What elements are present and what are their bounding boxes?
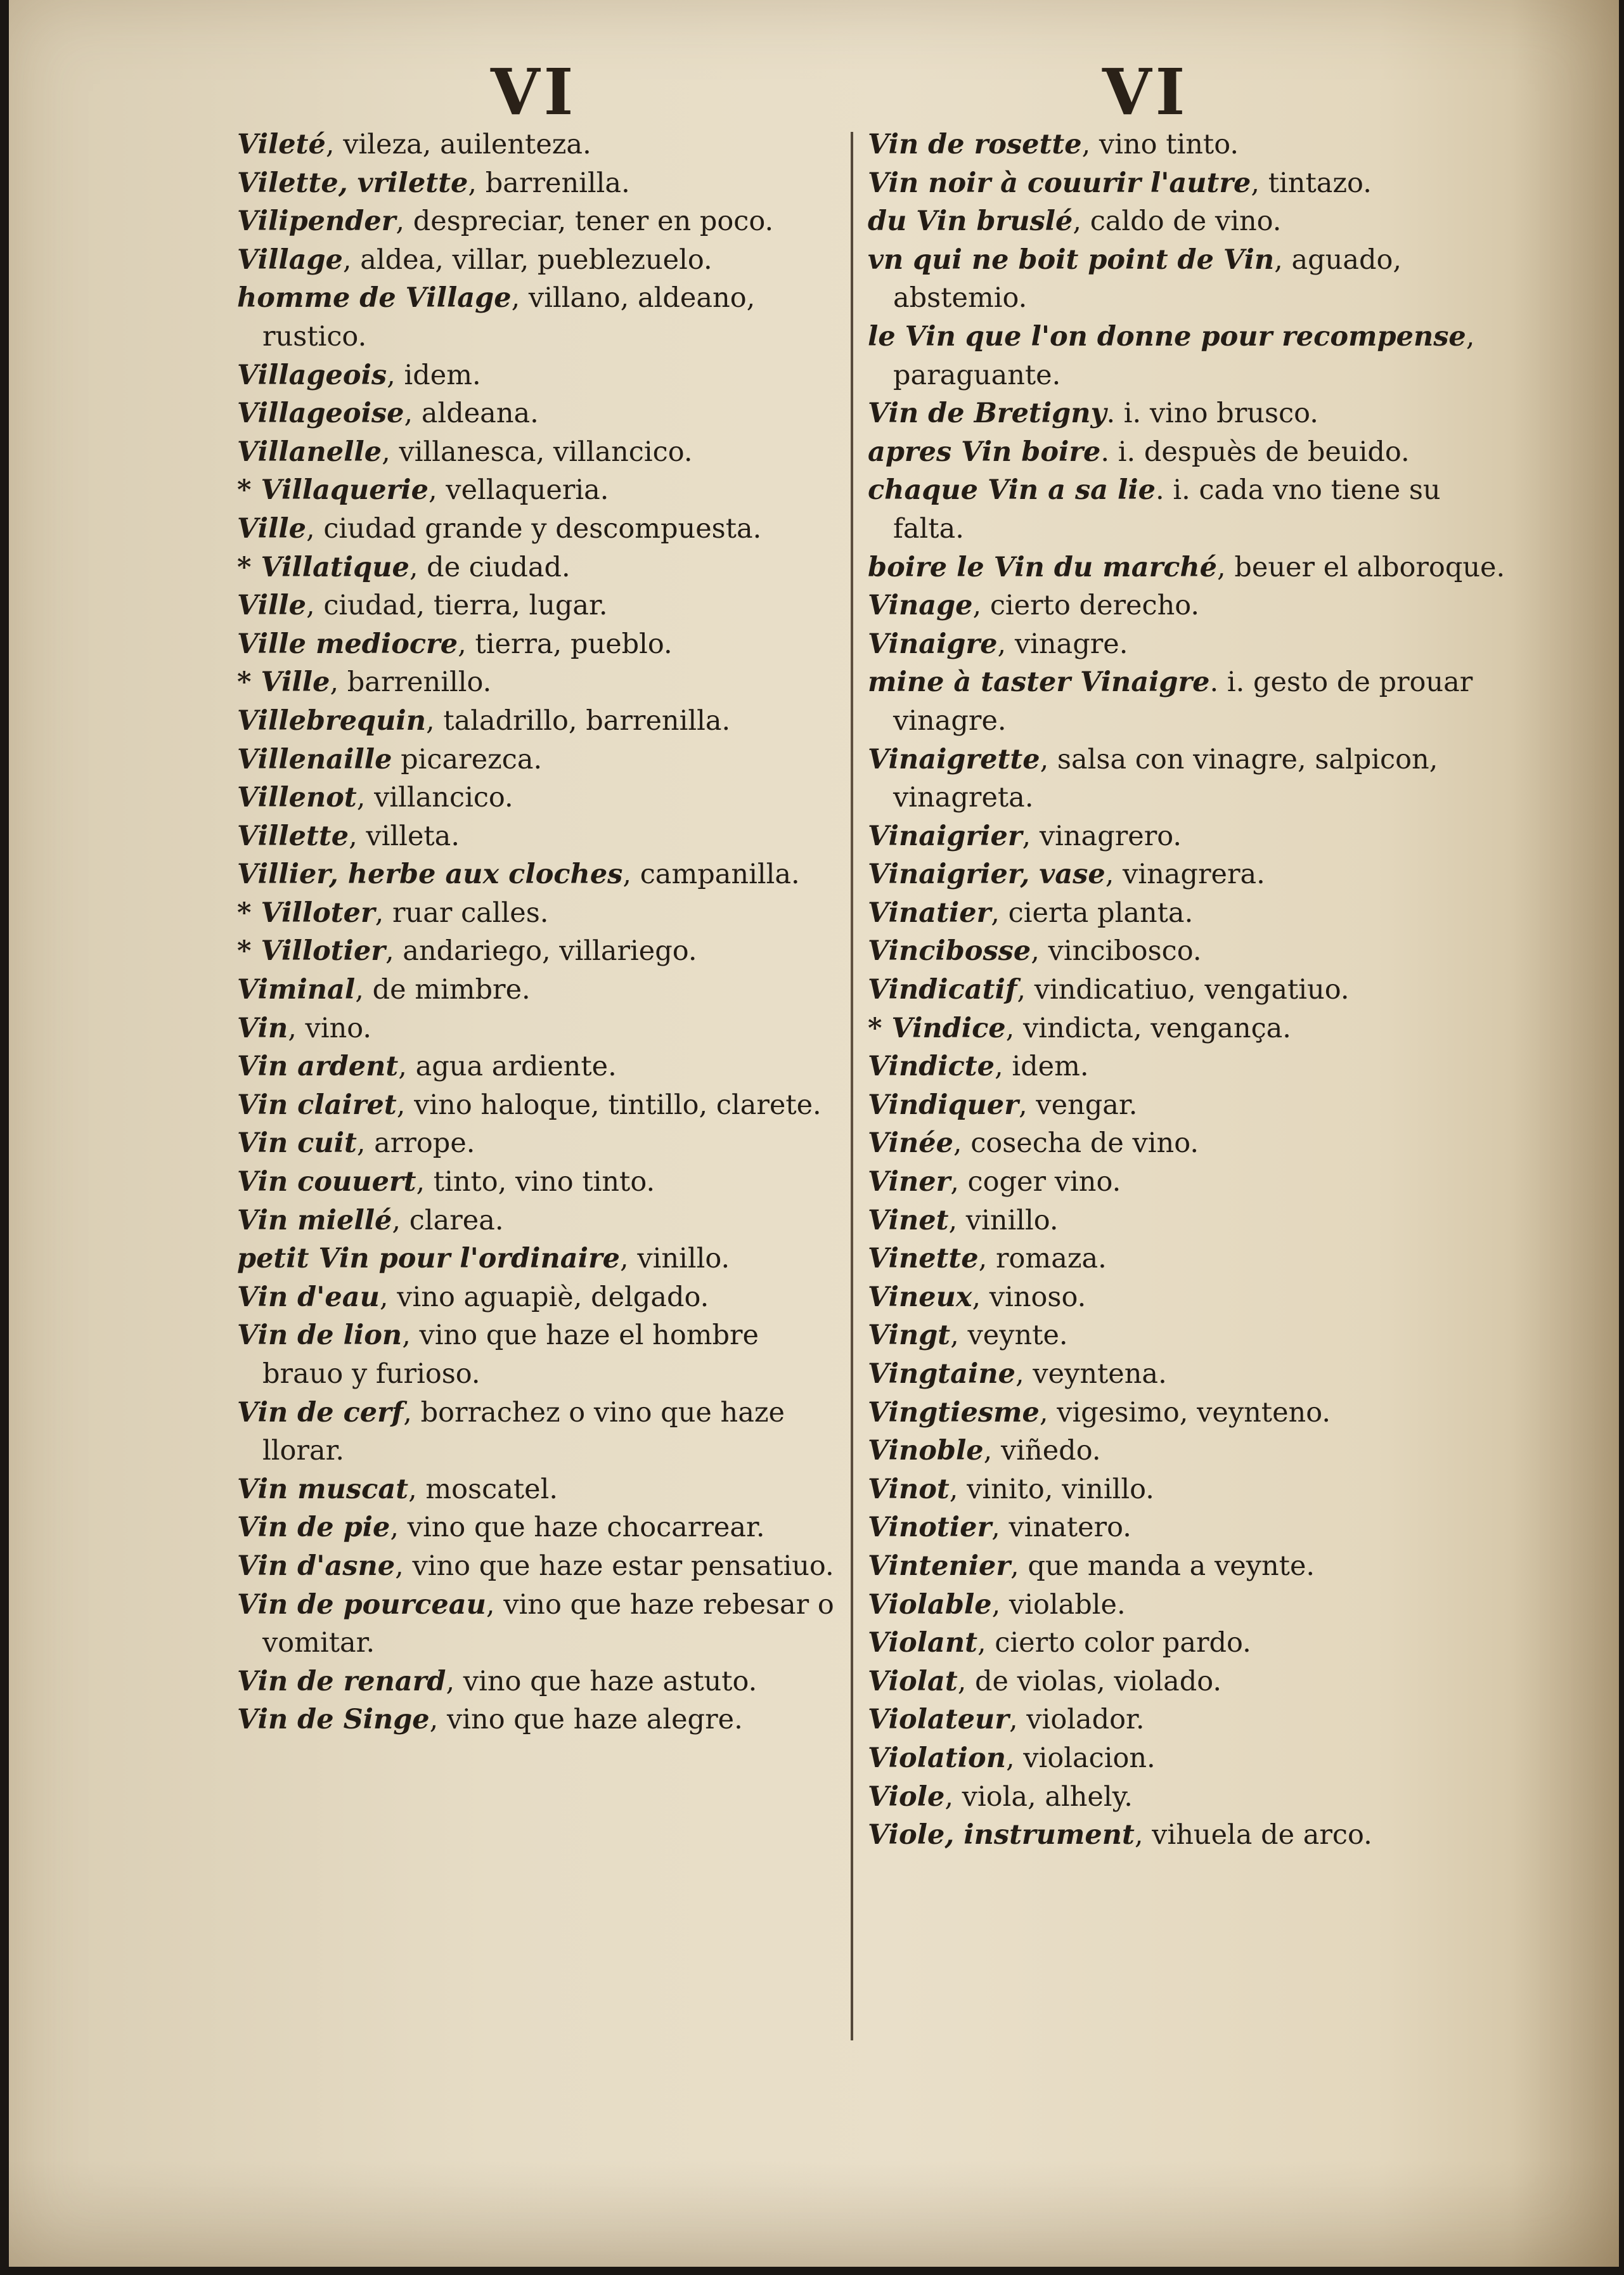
entry-gloss: , vino que haze rebesar o vomitar. [262, 1588, 834, 1659]
entry-gloss: , veyntena. [1015, 1358, 1167, 1390]
dictionary-entry [868, 971, 1508, 1009]
entry-headword: Vinette [868, 1243, 979, 1275]
dictionary-entry [237, 625, 846, 664]
entry-headword: Vinet [868, 1204, 949, 1236]
entry-headword: Vin de pourceau [237, 1588, 486, 1621]
entry-gloss: . i. cada vno tiene su falta. [893, 474, 1441, 545]
column-divider [851, 132, 853, 2040]
dictionary-entry [237, 1701, 846, 1739]
dictionary-entry [868, 1739, 1508, 1778]
entry-headword: Vin cuit [237, 1127, 357, 1160]
entry-headword: boire le Vin du marché [868, 551, 1218, 583]
entry-headword: homme de Village [237, 282, 512, 314]
entry-gloss: , vileza, auilenteza. [325, 129, 591, 160]
entry-gloss: , que manda a veynte. [1010, 1550, 1315, 1582]
entry-gloss: , vinoso. [972, 1281, 1086, 1313]
dictionary-entry [237, 202, 846, 241]
entry-gloss: , vihuela de arco. [1134, 1819, 1372, 1851]
dictionary-entry [237, 1124, 846, 1163]
entry-gloss: , idem. [387, 359, 481, 391]
entry-headword: * Villaquerie [237, 474, 429, 507]
dictionary-entry [237, 932, 846, 971]
entry-headword: Vin d'asne [237, 1550, 396, 1582]
entry-headword: * Vindice [868, 1012, 1006, 1044]
dictionary-entry [237, 1662, 846, 1701]
dictionary-entry [237, 1202, 846, 1240]
entry-gloss: , cosecha de vino. [953, 1127, 1199, 1160]
dictionary-entry [868, 548, 1508, 587]
dictionary-entry [237, 702, 846, 741]
entry-gloss: , tintazo. [1251, 167, 1372, 199]
entry-gloss: , vino tinto. [1081, 129, 1239, 160]
entry-gloss: , villancico. [356, 782, 513, 814]
dictionary-entry [868, 164, 1508, 203]
dictionary-entry [237, 1316, 846, 1393]
dictionary-entry [868, 1394, 1508, 1432]
page-edge-shadow [1511, 0, 1619, 2267]
entry-gloss: , barrenillo. [330, 666, 492, 699]
dictionary-entry [868, 817, 1508, 856]
entry-gloss: , borrachez o vino que haze llorar. [262, 1396, 785, 1467]
entry-headword: Villageois [237, 359, 387, 391]
entry-headword: Vin couuert [237, 1166, 416, 1198]
entry-gloss: , clarea. [392, 1204, 504, 1236]
entry-headword: * Villatique [237, 551, 409, 583]
entry-headword: petit Vin pour l'ordinaire [237, 1243, 620, 1275]
entry-headword: * Ville [237, 666, 330, 699]
left-column [237, 126, 846, 1739]
entry-gloss: , beuer el alboroque. [1217, 551, 1505, 583]
dictionary-entry [868, 1009, 1508, 1048]
entry-headword: Violateur [868, 1704, 1009, 1736]
dictionary-entry [237, 1047, 846, 1086]
entry-headword: Vinaigre [868, 628, 998, 660]
entry-gloss: , aldea, villar, pueblezuelo. [342, 243, 712, 276]
entry-headword: Vin d'eau [237, 1281, 380, 1313]
dictionary-entry [237, 471, 846, 510]
book-page [9, 0, 1619, 2267]
dictionary-entry [237, 1240, 846, 1278]
entry-headword: Village [237, 243, 343, 276]
entry-gloss: , aguado, abstemio. [893, 243, 1402, 314]
entry-headword: Vin de Singe [237, 1704, 430, 1736]
entry-headword: Vineux [868, 1281, 972, 1313]
entry-gloss: , cierta planta. [991, 897, 1194, 929]
dictionary-entry [237, 779, 846, 817]
dictionary-entry [868, 1316, 1508, 1355]
entry-headword: Villette [237, 820, 349, 852]
entry-gloss: , vengar. [1018, 1089, 1138, 1121]
entry-headword: Vinage [868, 590, 973, 622]
entry-gloss: , vinatero. [991, 1512, 1131, 1544]
dictionary-entry [868, 471, 1508, 548]
entry-gloss: , barrenilla. [468, 167, 630, 199]
entry-headword: Vilipender [237, 205, 396, 238]
entry-headword: Vin de cerf [237, 1396, 404, 1429]
dictionary-entry [237, 1086, 846, 1125]
entry-headword: Ville mediocre [237, 628, 458, 660]
entry-gloss: , romaza. [978, 1243, 1107, 1275]
dictionary-entry [868, 126, 1508, 164]
dictionary-entry [868, 1047, 1508, 1086]
entry-headword: chaque Vin a sa lie [868, 474, 1156, 507]
entry-gloss: , agua ardiente. [398, 1051, 617, 1083]
entry-headword: Ville [237, 512, 306, 545]
entry-gloss: , vino. [288, 1012, 372, 1044]
entry-gloss: . i. despuès de beuido. [1100, 436, 1410, 468]
entry-gloss: , ciudad, tierra, lugar. [306, 590, 608, 622]
dictionary-entry [868, 1624, 1508, 1662]
entry-gloss: , de ciudad. [409, 551, 570, 583]
entry-headword: Villier, herbe aux cloches [237, 859, 623, 891]
entry-headword: Vindicatif [868, 974, 1017, 1006]
entry-gloss: , vino que haze alegre. [429, 1704, 743, 1736]
entry-headword: Viner [868, 1166, 951, 1198]
dictionary-entry [868, 855, 1508, 894]
dictionary-entry [237, 894, 846, 933]
entry-headword: Vingt [868, 1319, 951, 1352]
entry-headword: Villenot [237, 782, 357, 814]
entry-gloss: , paraguante. [893, 320, 1475, 391]
dictionary-entry [868, 932, 1508, 971]
entry-gloss: , ciudad grande y descompuesta. [306, 512, 762, 545]
dictionary-entry [868, 625, 1508, 664]
dictionary-entry [237, 587, 846, 625]
dictionary-entry [237, 1278, 846, 1317]
entry-headword: Villebrequin [237, 704, 426, 737]
dictionary-entry [237, 356, 846, 395]
entry-headword: Violat [868, 1665, 958, 1697]
entry-headword: Vintenier [868, 1550, 1011, 1582]
dictionary-entry [237, 1470, 846, 1509]
dictionary-entry [868, 587, 1508, 625]
entry-headword: Vinaigrette [868, 743, 1040, 775]
entry-headword: le Vin que l'on donne pour recompense [868, 320, 1466, 353]
dictionary-entry [868, 1355, 1508, 1394]
entry-gloss: , tinto, vino tinto. [416, 1166, 655, 1198]
entry-headword: Vinotier [868, 1512, 992, 1544]
dictionary-entry [868, 663, 1508, 740]
entry-gloss: , cierto derecho. [972, 590, 1200, 622]
entry-headword: mine à taster Vinaigre [868, 666, 1210, 699]
entry-gloss: , vino que haze astuto. [446, 1665, 757, 1697]
entry-gloss: , idem. [995, 1051, 1089, 1083]
right-column [868, 126, 1508, 1855]
entry-headword: * Villoter [237, 897, 375, 929]
entry-gloss: , moscatel. [408, 1473, 558, 1505]
entry-headword: Vinaigrier, vase [868, 859, 1105, 891]
entry-gloss: , vino haloque, tintillo, clarete. [396, 1089, 822, 1121]
entry-gloss: , violable. [991, 1588, 1126, 1621]
dictionary-entry [237, 1009, 846, 1048]
dictionary-entry [868, 1278, 1508, 1317]
entry-headword: Vingtaine [868, 1358, 1015, 1390]
dictionary-entry [868, 1547, 1508, 1586]
entry-gloss: , viola, alhely. [944, 1780, 1133, 1813]
entry-gloss: , vinillo. [619, 1243, 730, 1275]
entry-headword: Violation [868, 1742, 1006, 1774]
entry-gloss: , vinillo. [948, 1204, 1059, 1236]
entry-headword: Viole, instrument [868, 1819, 1135, 1851]
dictionary-entry [868, 741, 1508, 817]
dictionary-entry [237, 1394, 846, 1470]
entry-headword: vn qui ne boit point de Vin [868, 243, 1275, 276]
entry-gloss: , salsa con vinagre, salpicon, vinagreta. [893, 743, 1438, 814]
entry-headword: Viole [868, 1780, 945, 1813]
entry-headword: Vinée [868, 1127, 953, 1160]
entry-gloss: , caldo de vino. [1073, 205, 1282, 238]
entry-gloss: , vindicta, vengança. [1005, 1012, 1291, 1044]
entry-gloss: , taladrillo, barrenilla. [425, 704, 731, 737]
entry-gloss: picarezca. [392, 743, 543, 775]
entry-headword: Vinoble [868, 1435, 984, 1467]
entry-headword: Vindicte [868, 1051, 995, 1083]
entry-gloss: , vellaqueria. [428, 474, 609, 507]
dictionary-entry [237, 126, 846, 164]
dictionary-entry [868, 433, 1508, 472]
entry-gloss: , despreciar, tener en poco. [396, 205, 774, 238]
dictionary-entry [868, 1163, 1508, 1202]
entry-gloss: , vinagrera. [1105, 859, 1265, 891]
dictionary-entry [237, 241, 846, 280]
entry-headword: Vinatier [868, 897, 991, 929]
dictionary-entry [868, 894, 1508, 933]
entry-gloss: , vindicatiuo, vengatiuo. [1017, 974, 1350, 1006]
dictionary-entry [868, 1432, 1508, 1470]
dictionary-entry [237, 394, 846, 433]
dictionary-entry [237, 971, 846, 1009]
dictionary-entry [237, 279, 846, 356]
entry-headword: Vin de lion [237, 1319, 403, 1352]
entry-gloss: , de mimbre. [355, 974, 531, 1006]
page-bottom-shadow [9, 2159, 1619, 2267]
entry-headword: Vilette, vrilette [237, 167, 468, 199]
dictionary-entry [237, 164, 846, 203]
entry-gloss: , andariego, villariego. [385, 935, 697, 968]
dictionary-entry [868, 318, 1508, 394]
entry-headword: Vin de renard [237, 1665, 446, 1697]
entry-headword: Vin de rosette [868, 129, 1082, 160]
entry-headword: Vin clairet [237, 1089, 397, 1121]
entry-headword: Vin noir à couurir l'autre [868, 167, 1251, 199]
dictionary-entry [237, 433, 846, 472]
entry-gloss: , de violas, violado. [957, 1665, 1222, 1697]
dictionary-entry [868, 1240, 1508, 1278]
entry-gloss: , vino que haze chocarrear. [390, 1512, 765, 1544]
entry-gloss: , villano, aldeano, rustico. [262, 282, 756, 353]
entry-headword: Vin muscat [237, 1473, 409, 1505]
entry-gloss: , vinagrero. [1022, 820, 1182, 852]
dictionary-entry [237, 1547, 846, 1586]
dictionary-entry [237, 855, 846, 894]
dictionary-entry [237, 741, 846, 779]
running-head-left: VI [491, 55, 577, 129]
running-head-right: VI [1102, 55, 1189, 129]
entry-headword: Vin ardent [237, 1051, 399, 1083]
entry-gloss: , vino aguapiè, delgado. [379, 1281, 709, 1313]
entry-gloss: , veynte. [950, 1319, 1068, 1352]
dictionary-entry [868, 1086, 1508, 1125]
entry-headword: Vin [237, 1012, 288, 1044]
dictionary-entry [868, 1586, 1508, 1624]
dictionary-entry [868, 202, 1508, 241]
entry-headword: Vin de pie [237, 1512, 390, 1544]
entry-headword: Violant [868, 1627, 977, 1659]
entry-headword: Vin miellé [237, 1204, 392, 1236]
entry-headword: Ville [237, 590, 306, 622]
entry-gloss: . i. gesto de prouar vinagre. [893, 666, 1473, 737]
entry-headword: Vinot [868, 1473, 950, 1505]
entry-headword: Vin de Bretigny [868, 398, 1107, 430]
entry-gloss: , vino que haze el hombre brauo y furioso. [262, 1319, 759, 1390]
entry-gloss: , cierto color pardo. [977, 1627, 1251, 1659]
entry-gloss: , vincibosco. [1031, 935, 1202, 968]
entry-gloss: , aldeana. [404, 398, 539, 430]
entry-gloss: , arrope. [356, 1127, 475, 1160]
entry-headword: Villenaille [237, 743, 392, 775]
dictionary-entry [868, 241, 1508, 318]
entry-headword: * Villotier [237, 935, 385, 968]
entry-headword: Vindiquer [868, 1089, 1019, 1121]
entry-gloss: , viñedo. [983, 1435, 1101, 1467]
dictionary-entry [237, 1163, 846, 1202]
entry-headword: Vincibosse [868, 935, 1031, 968]
dictionary-entry [237, 548, 846, 587]
dictionary-entry [237, 817, 846, 856]
entry-gloss: , vinagre. [997, 628, 1128, 660]
entry-headword: Vingtiesme [868, 1396, 1040, 1429]
entry-gloss: , campanilla. [622, 859, 800, 891]
entry-gloss: , violador. [1009, 1704, 1145, 1736]
entry-gloss: , vinito, vinillo. [949, 1473, 1154, 1505]
dictionary-entry [868, 1202, 1508, 1240]
dictionary-entry [868, 1662, 1508, 1701]
dictionary-entry [237, 510, 846, 548]
dictionary-entry [868, 1816, 1508, 1855]
dictionary-entry [237, 1508, 846, 1547]
dictionary-entry [868, 1701, 1508, 1739]
dictionary-entry [237, 1586, 846, 1662]
dictionary-entry [868, 1124, 1508, 1163]
entry-gloss: , villanesca, villancico. [382, 436, 693, 468]
dictionary-entry [237, 663, 846, 702]
entry-headword: Viminal [237, 974, 356, 1006]
entry-headword: du Vin bruslé [868, 205, 1073, 238]
dictionary-entry [868, 1508, 1508, 1547]
entry-headword: Violable [868, 1588, 992, 1621]
entry-headword: Villageoise [237, 398, 404, 430]
entry-gloss: , vigesimo, veynteno. [1039, 1396, 1331, 1429]
entry-headword: Villanelle [237, 436, 382, 468]
dictionary-entry [868, 1470, 1508, 1509]
entry-headword: Vileté [237, 129, 326, 160]
entry-gloss: , coger vino. [950, 1166, 1121, 1198]
entry-headword: apres Vin boire [868, 436, 1101, 468]
entry-headword: Vinaigrier [868, 820, 1022, 852]
entry-gloss: , vino que haze estar pensatiuo. [395, 1550, 834, 1582]
entry-gloss: , ruar calles. [375, 897, 549, 929]
entry-gloss: , tierra, pueblo. [458, 628, 673, 660]
entry-gloss: , violacion. [1005, 1742, 1156, 1774]
entry-gloss: . i. vino brusco. [1106, 398, 1318, 430]
dictionary-entry [868, 1778, 1508, 1817]
dictionary-entry [868, 394, 1508, 433]
entry-gloss: , villeta. [349, 820, 460, 852]
